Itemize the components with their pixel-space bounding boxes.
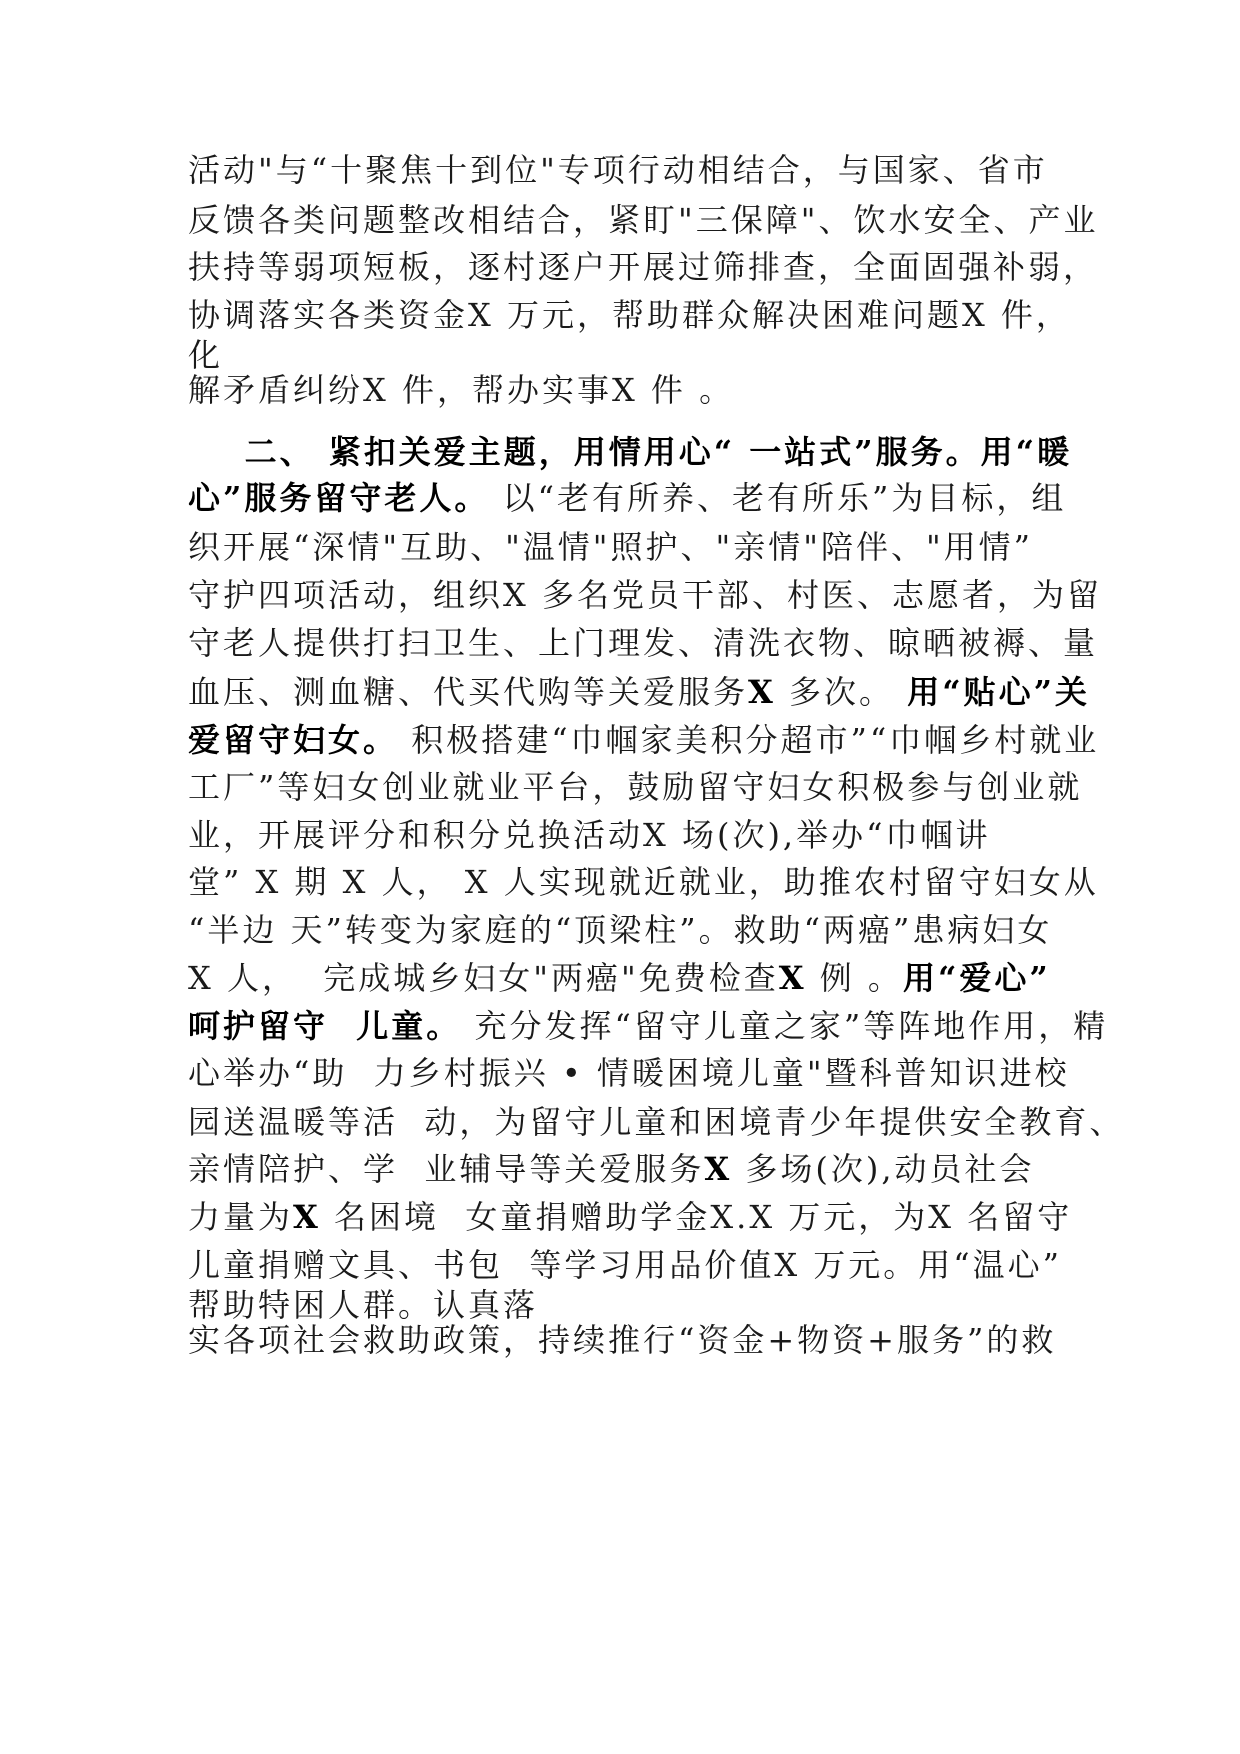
text-line: [188, 1006, 1108, 1046]
text-line: [188, 1053, 1070, 1093]
text-segment: 亲情陪护、学 业辅导等关爱服务: [188, 1150, 705, 1188]
text-segment: 例 。: [806, 959, 903, 997]
bold-text-segment: X: [778, 959, 807, 997]
text-line: [188, 1245, 1062, 1285]
text-segment: 活动"与“十聚焦十到位"专项行动相结合，与国家、省市: [188, 151, 1048, 189]
bold-text-segment: 呵护留守 儿童。: [188, 1007, 462, 1045]
text-line: [188, 335, 223, 375]
text-segment: 守老人提供打扫卫生、上门理发、清洗衣物、晾晒被褥、量: [188, 624, 1099, 662]
text-line: [188, 1197, 1072, 1237]
text-segment: 协调落实各类资金X 万元，帮助群众解决困难问题X 件，: [188, 296, 1071, 334]
text-line: [188, 200, 1098, 240]
text-line: [188, 370, 734, 410]
bold-text-segment: X: [293, 1198, 321, 1236]
text-segment: 以“老有所养、老有所乐”为目标，组: [489, 479, 1067, 517]
text-segment: 反馈各类问题整改相结合，紧盯"三保障"、饮水安全、产业: [188, 201, 1099, 239]
text-line: [188, 958, 1051, 998]
text-segment: 名困境 女童捐赠助学金X.X 万元，为X 名留守: [320, 1198, 1073, 1236]
text-segment: 织开展“深情"互助、"温情"照护、"亲情"陪伴、"用情”: [188, 528, 1034, 566]
text-line: [188, 575, 1102, 615]
text-line: [188, 862, 1099, 902]
bold-text-segment: 二、 紧扣关爱主题，用情用心“ 一站式”服务。用“暖: [188, 433, 1073, 471]
text-segment: 扶持等弱项短板，逐村逐户开展过筛排查，全面固强补弱，: [188, 248, 1099, 286]
text-segment: 守护四项活动，组织X 多名党员干部、村医、志愿者，为留: [188, 576, 1102, 614]
text-line: [188, 1149, 1035, 1189]
text-segment: X 人， 完成城乡妇女"两癌"免费检查: [188, 959, 779, 997]
text-segment: 堂” X 期 X 人， X 人实现就近就业，助推农村留守妇女从: [188, 863, 1099, 901]
text-line: [188, 720, 1099, 760]
bold-text-segment: X: [704, 1150, 733, 1188]
text-segment: 园送温暖等活 动，为留守儿童和困境青少年提供安全教育、: [188, 1103, 1125, 1141]
bold-text-segment: 爱留守妇女。: [188, 721, 399, 759]
text-segment: 工厂”等妇女创业就业平台，鼓励留守妇女积极参与创业就: [188, 768, 1083, 806]
bold-text-segment: 用“贴心”关: [907, 673, 1091, 711]
bold-text-segment: 心”服务留守老人。: [188, 479, 490, 517]
text-segment: 化: [188, 336, 224, 374]
text-line: [188, 432, 1072, 472]
text-line: [188, 672, 1090, 712]
text-segment: 积极搭建“巾帼家美积分超市”“巾帼乡村就业: [398, 721, 1100, 759]
text-segment: 多场(次),动员社会: [732, 1150, 1035, 1188]
text-line: [188, 623, 1098, 663]
text-segment: 儿童捐赠文具、书包 等学习用品价值X 万元。用“温心”: [188, 1246, 1063, 1284]
text-line: [188, 478, 1066, 518]
text-line: [188, 815, 990, 855]
text-segment: 业，开展评分和积分兑换活动X 场(次),举办“巾帼讲: [188, 816, 991, 854]
text-segment: “半边 天”转变为家庭的“顶梁柱”。救助“两癌”患病妇女: [188, 911, 1053, 949]
text-segment: 力量为: [188, 1198, 294, 1236]
text-segment: 心举办“助 力乡村振兴 • 情暖困境儿童"暨科普知识进校: [188, 1054, 1070, 1092]
text-line: [188, 1102, 1124, 1142]
text-segment: 多次。: [775, 673, 908, 711]
bold-text-segment: 用“爱心”: [902, 959, 1051, 997]
text-segment: 实各项社会救助政策，持续推行“资金+物资+服务”的救: [188, 1321, 1057, 1359]
text-line: [188, 767, 1082, 807]
text-line: [188, 295, 1071, 335]
text-segment: 血压、测血糖、代买代购等关爱服务: [188, 673, 749, 711]
text-line: [188, 1320, 1056, 1360]
text-segment: 充分发挥“留守儿童之家”等阵地作用，精: [461, 1007, 1109, 1045]
bold-text-segment: X: [748, 673, 776, 711]
text-line: [188, 150, 1048, 190]
text-segment: 帮助特困人群。认真落: [188, 1286, 539, 1324]
text-line: [188, 1285, 538, 1325]
text-line: [188, 527, 1033, 567]
text-segment: 解矛盾纠纷X 件，帮办实事X 件 。: [188, 371, 735, 409]
text-line: [188, 247, 1098, 287]
text-line: [188, 910, 1052, 950]
